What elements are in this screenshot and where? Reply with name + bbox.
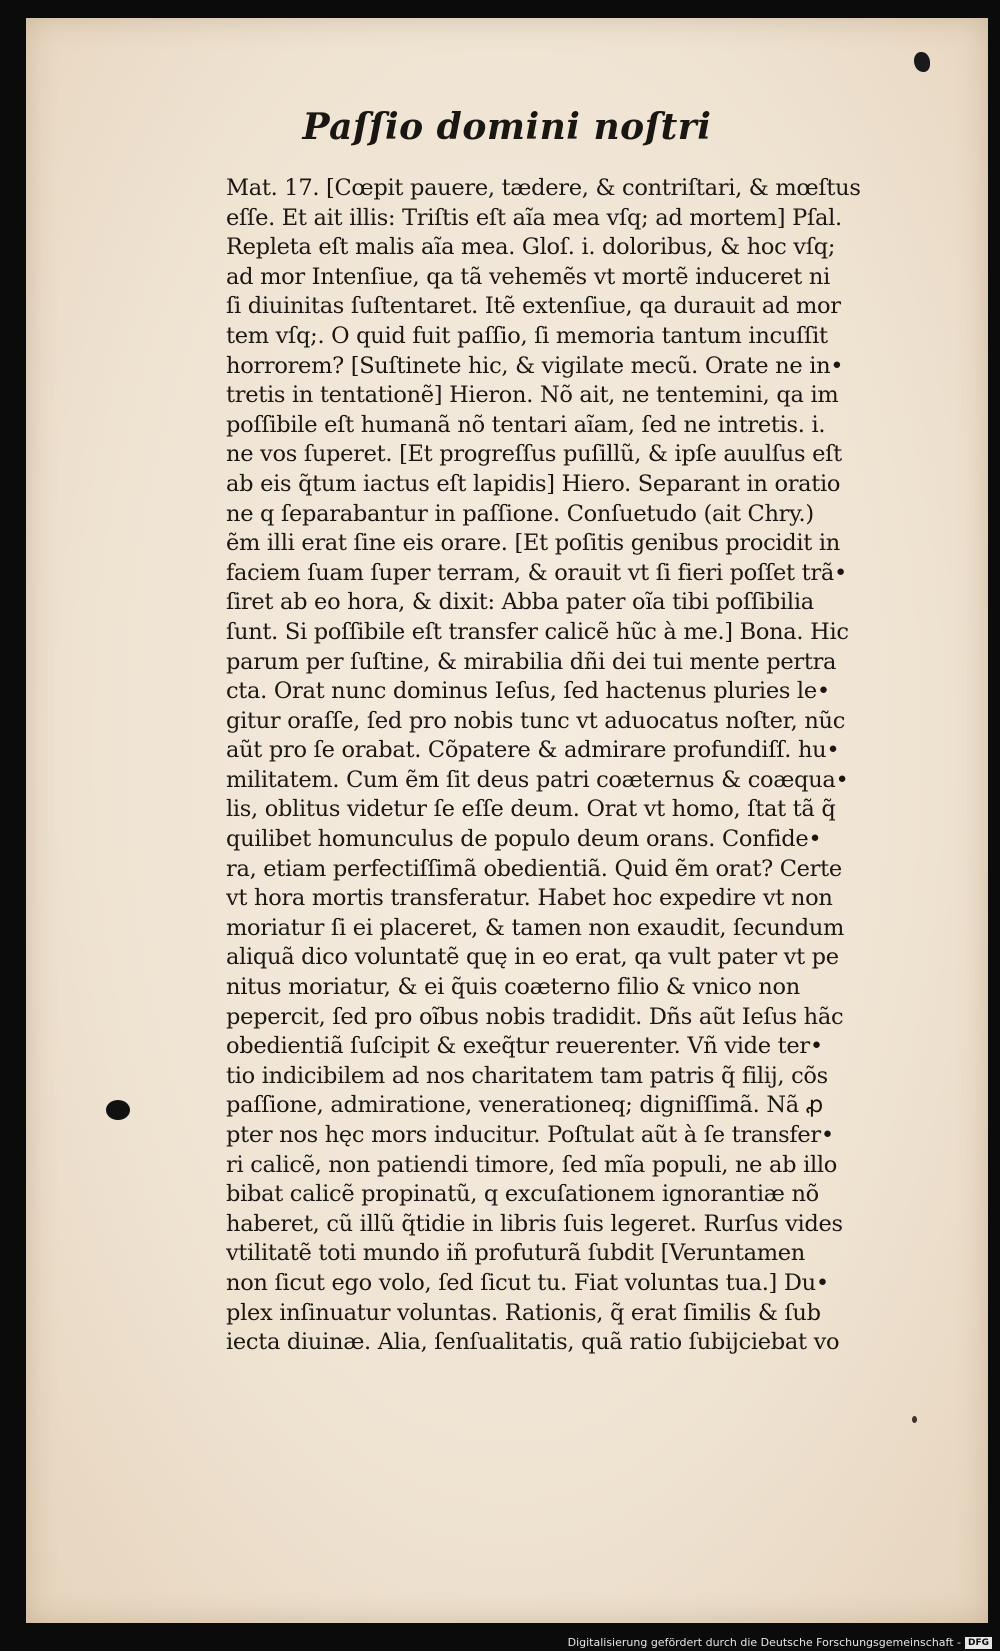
text-line: ad mor Intenſiue, qa tã vehemẽs vt mortẽ induceret ni bbox=[226, 263, 830, 290]
text-line: ſiret ab eo hora, & dixit: Abba pater oĩa tibi poſſibilia bbox=[226, 589, 814, 616]
text-line: poſſibile eſt humanã nõ tentari aĩam, ſed ne intretis. i. bbox=[226, 411, 826, 438]
text-line: faciem ſuam ſuper terram, & orauit vt ſi fieri poſſet trã• bbox=[226, 559, 847, 586]
text-line: tretis in tentationẽ] Hieron. Nõ ait, ne tentemini, qa im bbox=[226, 382, 839, 409]
text-line: ſi diuinitas ſuſtentaret. Itẽ extenſiue, qa durauit ad mor bbox=[226, 293, 841, 320]
text-line: bibat calicẽ propinatũ, q excuſationem ignorantiæ nõ bbox=[226, 1181, 819, 1208]
text-line: haberet, cũ illũ q̃tidie in libris ſuis legeret. Rurſus vides bbox=[226, 1210, 843, 1237]
text-line: gitur oraſſe, ſed pro nobis tunc vt aduocatus noſter, nũc bbox=[226, 707, 845, 734]
text-line: obedientiã ſuſcipit & exeq̃tur reuerenter. Vñ vide ter• bbox=[226, 1033, 823, 1060]
text-line: plex inſinuatur voluntas. Rationis, q̃ erat ſimilis & ſub bbox=[226, 1299, 821, 1326]
text-line: non ſicut ego volo, ſed ſicut tu. Fiat voluntas tua.] Du• bbox=[226, 1269, 829, 1296]
text-line: militatem. Cum ẽm ſit deus patri coæternus & coæqua• bbox=[226, 766, 849, 793]
ink-blot-mark bbox=[914, 52, 930, 72]
text-line: tem vſq;. O quid fuit paſſio, ſi memoria tantum incuſſit bbox=[226, 322, 828, 349]
text-line: ẽm illi erat ſine eis orare. [Et poſitis genibus procidit in bbox=[226, 530, 840, 557]
text-line: vt hora mortis transferatur. Habet hoc expedire vt non bbox=[226, 885, 833, 912]
text-line: nitus moriatur, & ei q̃uis coæterno filio & vnico non bbox=[226, 974, 800, 1001]
text-line: pepercit, ſed pro oĩbus nobis tradidit. Dñs aũt Ieſus hãc bbox=[226, 1003, 844, 1030]
text-line: Repleta eſt malis aĩa mea. Gloſ. i. doloribus, & hoc vſq; bbox=[226, 234, 836, 261]
dfg-logo: DFG bbox=[965, 1637, 992, 1649]
text-line: lis, oblitus videtur ſe eſſe deum. Orat vt homo, ſtat tã q̃ bbox=[226, 796, 836, 823]
text-line: tio indicibilem ad nos charitatem tam patris q̃ filij, cõs bbox=[226, 1062, 828, 1089]
text-line: Mat. 17. [Cœpit pauere, tædere, & contriſtari, & mœſtus bbox=[226, 175, 861, 201]
text-line: ri calicẽ, non patiendi timore, ſed mĩa populi, ne ab illo bbox=[226, 1151, 838, 1178]
text-line: moriatur ſi ei placeret, & tamen non exaudit, ſecundum bbox=[226, 914, 845, 941]
digitization-credit bbox=[568, 1636, 992, 1649]
running-header: Paſſio domini noſtri bbox=[302, 106, 712, 148]
credit-text: Digitalisierung gefördert durch die Deutsche Forschungsgemeinschaft - bbox=[567, 1636, 961, 1649]
text-line: ſunt. Si poſſibile eſt transfer calicẽ hũc à me.] Bona. Hic bbox=[226, 618, 849, 645]
book-page bbox=[26, 18, 988, 1623]
text-line: ab eis q̃tum iactus eſt lapidis] Hiero. Separant in oratio bbox=[226, 470, 841, 497]
page-body-text bbox=[226, 174, 926, 1358]
text-line: aũt pro ſe orabat. Cõpatere & admirare profundiſſ. hu• bbox=[226, 737, 840, 764]
text-line: vtilitatẽ toti mundo iñ profuturã ſubdit [Veruntamen bbox=[226, 1240, 805, 1267]
text-line: horrorem? [Suſtinete hic, & vigilate mecũ. Orate ne in• bbox=[226, 352, 844, 379]
text-line: parum per ſuſtine, & mirabilia dñi dei tui mente pertra bbox=[226, 648, 837, 675]
text-line: quilibet homunculus de populo deum orans. Confide• bbox=[226, 826, 822, 853]
text-line: pter nos hęc mors inducitur. Poſtulat aũt à ſe transfer• bbox=[226, 1122, 834, 1148]
text-line: iecta diuinæ. Alia, ſenſualitatis, quã ratio ſubijciebat vo bbox=[226, 1329, 840, 1356]
text-line: cta. Orat nunc dominus Ieſus, ſed hactenus pluries le• bbox=[226, 678, 830, 705]
text-line: eſſe. Et ait illis: Triſtis eſt aĩa mea vſq; ad mortem] Pſal. bbox=[226, 204, 842, 231]
text-line: ne q ſeparabantur in paſſione. Conſuetudo (ait Chry.) bbox=[226, 500, 814, 527]
text-line: ne vos ſuperet. [Et progreſſus puſillũ, & ipſe auulſus eſt bbox=[226, 441, 842, 468]
paper-speck bbox=[912, 1416, 917, 1423]
text-line: aliquã dico voluntatẽ quę in eo erat, qa vult pater vt pe bbox=[226, 944, 839, 971]
binding-hole bbox=[106, 1100, 130, 1120]
text-line: ra, etiam perfectiſſimã obedientiã. Quid ẽm orat? Certe bbox=[226, 855, 842, 882]
text-line: paſſione, admiratione, venerationeq; digniſſimã. Nã ꝓ bbox=[226, 1092, 823, 1119]
